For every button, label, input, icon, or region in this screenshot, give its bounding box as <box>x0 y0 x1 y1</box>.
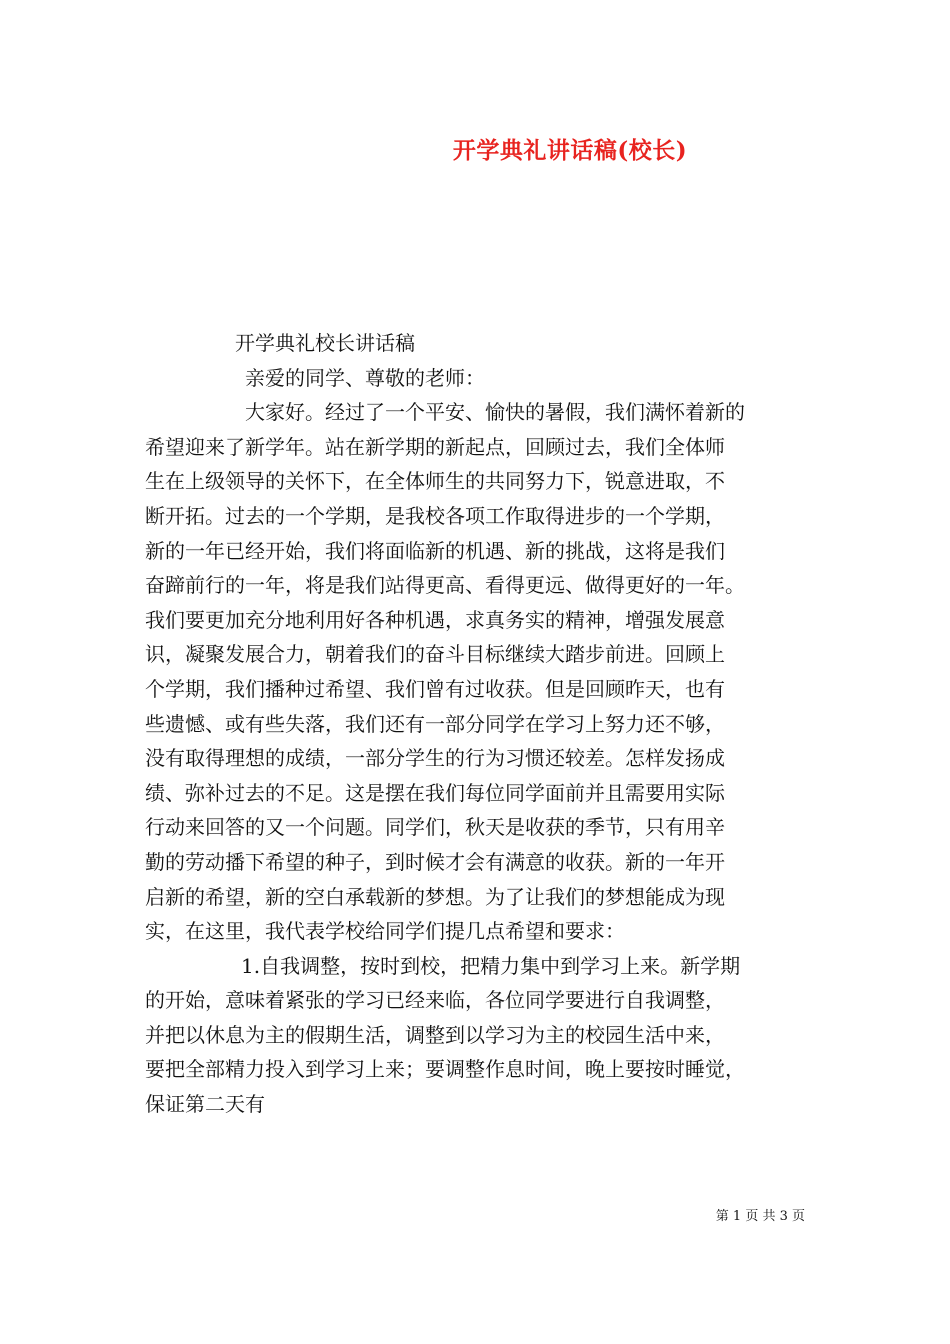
page-number-footer: 第 1 页 共 3 页 <box>715 1209 805 1224</box>
paragraph-line: 并把以休息为主的假期生活，调整到以学习为主的校园生活中来， <box>145 1022 725 1047</box>
paragraph-line: 实，在这里，我代表学校给同学们提几点希望和要求： <box>145 919 625 944</box>
paragraph-line: 新的一年已经开始，我们将面临新的机遇、新的挑战，这将是我们 <box>145 538 725 563</box>
paragraph-line: 些遗憾、或有些失落，我们还有一部分同学在学习上努力还不够， <box>145 711 725 736</box>
paragraph-line: 要把全部精力投入到学习上来；要调整作息时间，晚上要按时睡觉， <box>145 1057 745 1082</box>
paragraph-line: 个学期，我们播种过希望、我们曾有过收获。但是回顾昨天，也有 <box>145 676 725 701</box>
paragraph-line: 保证第二天有 <box>145 1092 265 1117</box>
paragraph-line: 奋蹄前行的一年，将是我们站得更高、看得更远、做得更好的一年。 <box>145 573 745 598</box>
paragraph-line: 生在上级领导的关怀下，在全体师生的共同努力下，锐意进取，不 <box>145 469 725 494</box>
paragraph-line: 识，凝聚发展合力，朝着我们的奋斗目标继续大踏步前进。回顾上 <box>145 642 725 667</box>
paragraph-line: 断开拓。过去的一个学期，是我校各项工作取得进步的一个学期， <box>145 503 725 528</box>
paragraph-line: 勤的劳动播下希望的种子，到时候才会有满意的收获。新的一年开 <box>145 849 725 874</box>
document-title: 开学典礼讲话稿(校长) <box>452 137 688 164</box>
paragraph-line: 绩、弥补过去的不足。这是摆在我们每位同学面前并且需要用实际 <box>145 780 725 805</box>
paragraph-line: 没有取得理想的成绩，一部分学生的行为习惯还较差。怎样发扬成 <box>145 746 725 771</box>
paragraph-line: 大家好。经过了一个平安、愉快的暑假，我们满怀着新的 <box>245 400 745 425</box>
paragraph-line: 希望迎来了新学年。站在新学期的新起点，回顾过去，我们全体师 <box>145 434 725 459</box>
paragraph-line: 我们要更加充分地利用好各种机遇，求真务实的精神，增强发展意 <box>145 607 725 632</box>
speech-heading: 开学典礼校长讲话稿 <box>235 331 415 355</box>
paragraph-line: 1.自我调整，按时到校，把精力集中到学习上来。新学期 <box>241 953 741 978</box>
paragraph-line: 的开始，意味着紧张的学习已经来临，各位同学要进行自我调整， <box>145 988 725 1013</box>
paragraph-line: 启新的希望，新的空白承载新的梦想。为了让我们的梦想能成为现 <box>145 884 725 909</box>
paragraph-line: 行动来回答的又一个问题。同学们，秋天是收获的季节，只有用辛 <box>145 815 725 840</box>
document-body <box>145 326 810 1122</box>
salutation: 亲爱的同学、尊敬的老师： <box>245 365 485 390</box>
paragraph-2 <box>145 949 810 1122</box>
paragraph-1 <box>145 395 810 949</box>
